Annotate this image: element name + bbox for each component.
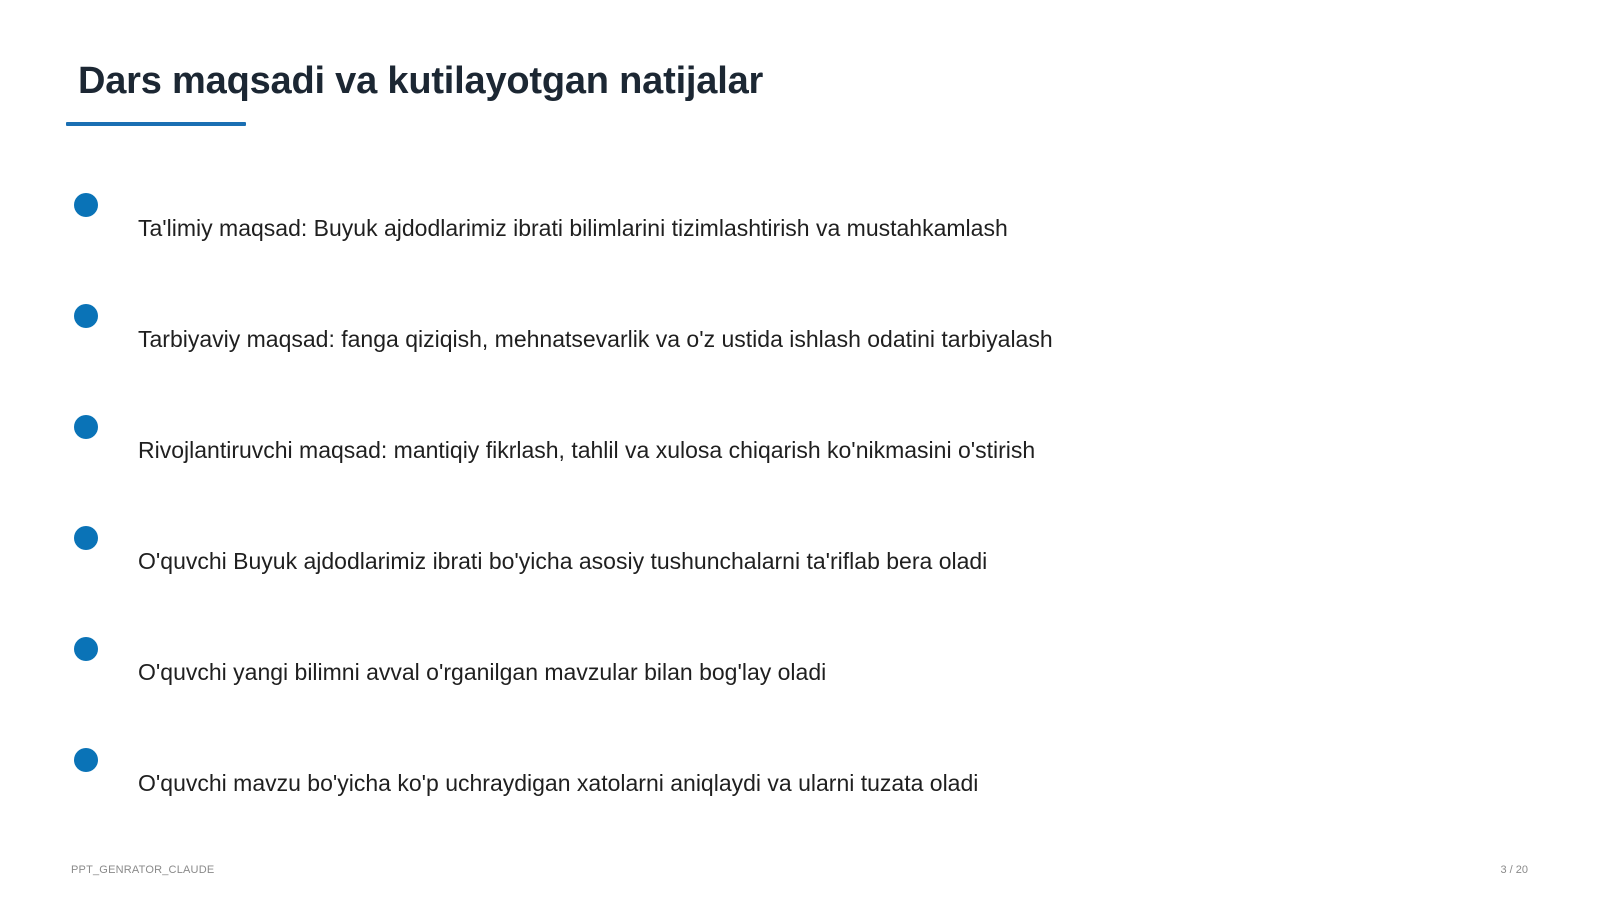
list-item	[0, 193, 1600, 253]
bullet-dot-icon	[74, 304, 98, 328]
bullet-text: O'quvchi yangi bilimni avval o'rganilgan mavzular bilan bog'lay oladi	[138, 659, 827, 685]
bullet-text: Ta'limiy maqsad: Buyuk ajdodlarimiz ibrati bilimlarini tizimlashtirish va mustahkamlash	[138, 215, 1008, 241]
bullet-dot-icon	[74, 637, 98, 661]
bullet-text: Tarbiyaviy maqsad: fanga qiziqish, mehnatsevarlik va o'z ustida ishlash odatini tarbiyalash	[138, 326, 1053, 352]
list-item	[0, 526, 1600, 586]
list-item	[0, 415, 1600, 475]
bullet-text: Rivojlantiruvchi maqsad: mantiqiy fikrlash, tahlil va xulosa chiqarish ko'nikmasini o'stirish	[138, 437, 1036, 463]
list-item	[0, 748, 1600, 808]
list-item	[0, 637, 1600, 697]
bullet-text: O'quvchi Buyuk ajdodlarimiz ibrati bo'yicha asosiy tushunchalarni ta'riflab bera oladi	[138, 548, 988, 574]
bullet-dot-icon	[74, 193, 98, 217]
list-item	[0, 304, 1600, 364]
bullet-text: O'quvchi mavzu bo'yicha ko'p uchraydigan xatolarni aniqlaydi va ularni tuzata oladi	[138, 770, 979, 796]
bullet-dot-icon	[74, 415, 98, 439]
page-indicator: 3 / 20	[1500, 864, 1528, 876]
bullet-dot-icon	[74, 526, 98, 550]
bullet-dot-icon	[74, 748, 98, 772]
slide-title: Dars maqsadi va kutilayotgan natijalar	[78, 60, 764, 102]
footer-source-label: PPT_GENRATOR_CLAUDE	[71, 864, 215, 876]
